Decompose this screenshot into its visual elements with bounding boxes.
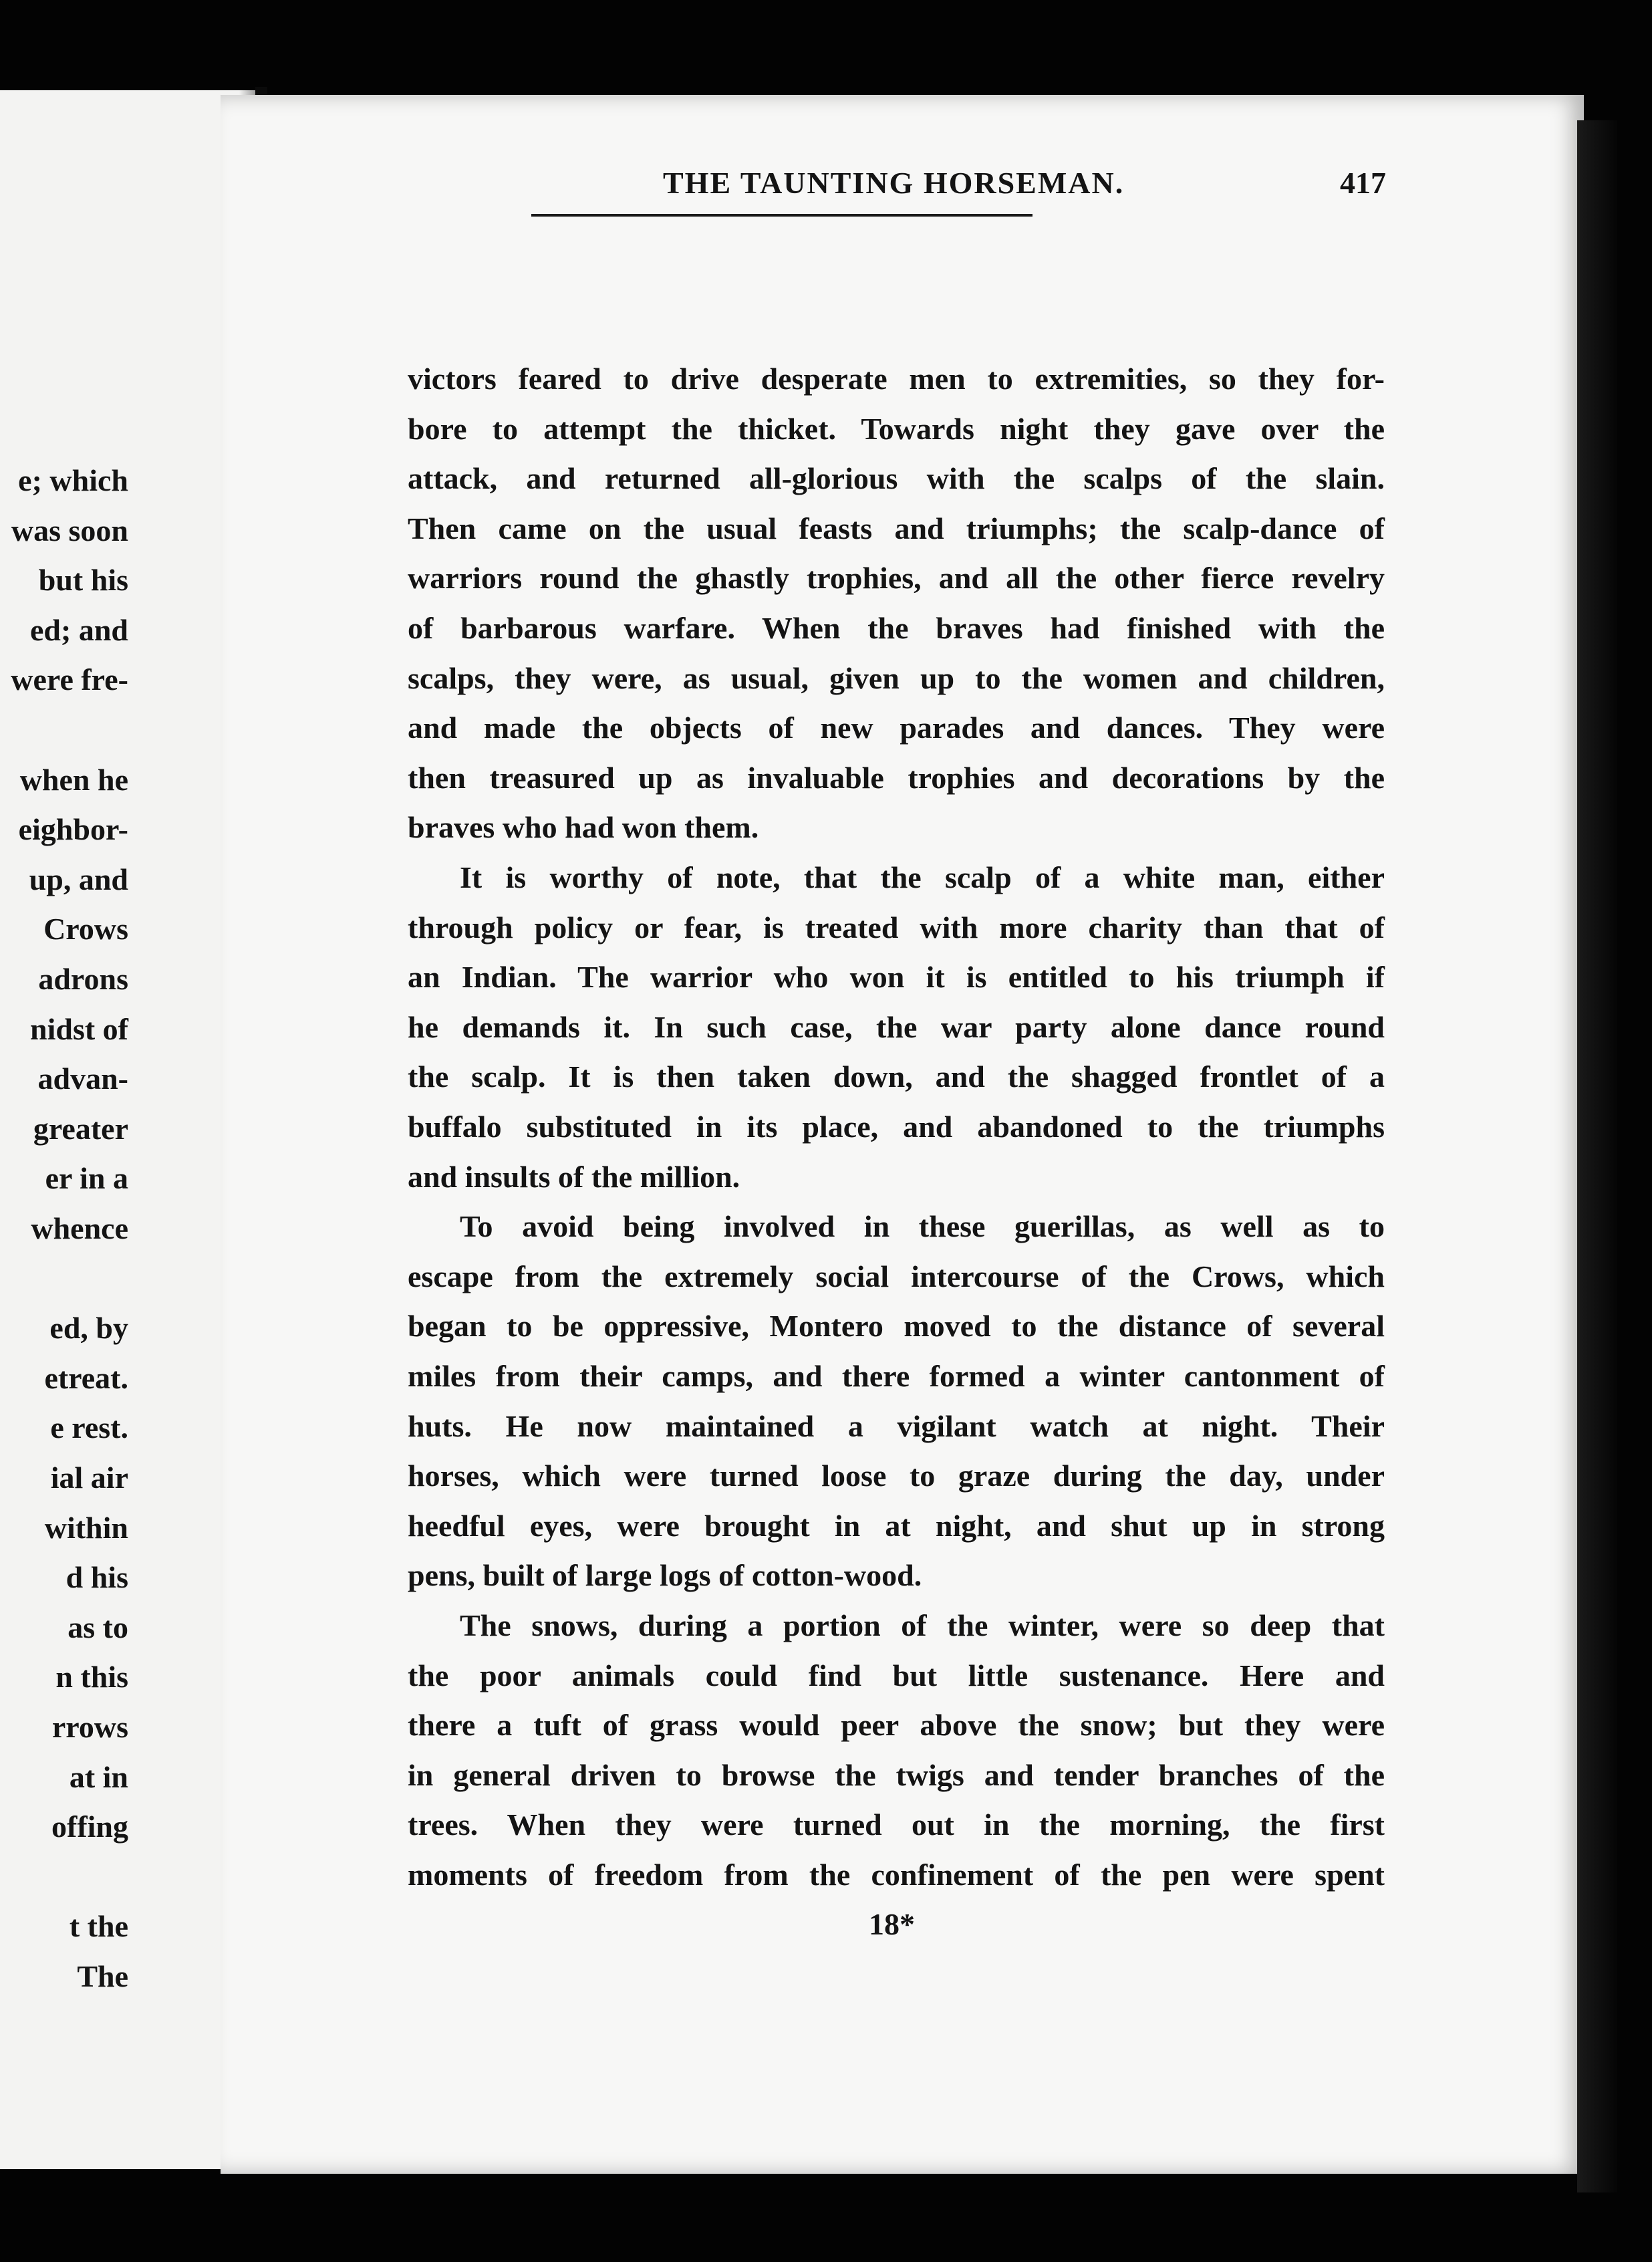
left-page-line-fragment: advan- xyxy=(37,1061,128,1096)
body-line: bore to attempt the thicket. Towards night they gave over the xyxy=(408,411,1385,446)
page-header xyxy=(187,165,1390,219)
body-line: of barbarous warfare. When the braves had finished with the xyxy=(408,611,1385,645)
left-page-line-fragment: rrows xyxy=(51,1710,128,1744)
body-line: warriors round the ghastly trophies, and all the other fierce revelry xyxy=(408,561,1385,596)
body-line: there a tuft of grass would peer above the snow; but they were xyxy=(408,1708,1385,1743)
body-line: escape from the extremely social intercourse of the Crows, which xyxy=(408,1259,1385,1293)
left-page-line-fragment: Crows xyxy=(43,912,128,947)
left-page-line-fragment: n this xyxy=(55,1660,128,1694)
left-page-line-fragment: as to xyxy=(67,1610,128,1644)
body-line: attack, and returned all-glorious with the scalps of the slain. xyxy=(408,461,1385,496)
body-line: pens, built of large logs of cotton-wood. xyxy=(408,1558,922,1593)
body-line: To avoid being involved in these guerillas, as well as to xyxy=(460,1209,1385,1244)
left-page-line-fragment: e; which xyxy=(18,463,128,497)
body-line: huts. He now maintained a vigilant watch at night. Their xyxy=(408,1408,1385,1443)
signature-mark: 18* xyxy=(869,1907,915,1941)
left-page-line-fragment: were fre- xyxy=(11,662,128,697)
body-line: heedful eyes, were brought in at night, and shut up in strong xyxy=(408,1508,1385,1543)
left-page-line-fragment: ed, by xyxy=(49,1311,128,1346)
body-line: victors feared to drive desperate men to extremities, so they for- xyxy=(408,362,1385,396)
left-page-line-fragment: whence xyxy=(31,1211,128,1245)
page-number: 417 xyxy=(1340,166,1386,200)
body-line: through policy or fear, is treated with more charity than that of xyxy=(408,910,1385,945)
body-line: and insults of the million. xyxy=(408,1159,740,1194)
body-line: horses, which were turned loose to graze during the day, under xyxy=(408,1459,1385,1493)
body-line: moments of freedom from the confinement of the pen were spent xyxy=(408,1858,1385,1892)
running-title: THE TAUNTING HORSEMAN. xyxy=(663,166,1125,200)
left-page-line-fragment: t the xyxy=(69,1909,128,1944)
left-page-line-fragment: but his xyxy=(38,563,128,598)
left-page-line-fragment: nidst of xyxy=(30,1011,128,1046)
body-line: he demands it. In such case, the war party alone dance round xyxy=(408,1009,1385,1044)
left-page-line-fragment: was soon xyxy=(11,513,128,547)
left-page-line-fragment: within xyxy=(44,1510,128,1545)
left-page-line-fragment: when he xyxy=(19,762,128,797)
left-page-line-fragment: eighbor- xyxy=(18,812,128,847)
body-line: buffalo substituted in its place, and abandoned to the triumphs xyxy=(408,1110,1385,1144)
body-line: in general driven to browse the twigs and tender branches of the xyxy=(408,1757,1385,1792)
body-line: an Indian. The warrior who won it is entitled to his triumph if xyxy=(408,960,1385,995)
left-page-line-fragment: adrons xyxy=(38,962,128,996)
body-line: began to be oppressive, Montero moved to the distance of several xyxy=(408,1309,1385,1344)
body-line: Then came on the usual feasts and triumphs; the scalp-dance of xyxy=(408,511,1385,545)
body-line: then treasured up as invaluable trophies and decorations by the xyxy=(408,760,1385,795)
left-facing-page xyxy=(0,90,255,2169)
body-line: the scalp. It is then taken down, and the shagged frontlet of a xyxy=(408,1059,1385,1094)
body-line: the poor animals could find but little sustenance. Here and xyxy=(408,1658,1385,1692)
body-line: trees. When they were turned out in the morning, the first xyxy=(408,1807,1385,1842)
left-page-line-fragment: up, and xyxy=(29,862,128,896)
left-page-line-fragment: e rest. xyxy=(50,1410,128,1445)
left-page-line-fragment: greater xyxy=(33,1111,128,1146)
left-page-line-fragment: er in a xyxy=(45,1161,128,1196)
body-line: The snows, during a portion of the winter, were so deep that xyxy=(460,1608,1385,1642)
left-page-line-fragment: ed; and xyxy=(30,612,128,647)
left-page-line-fragment: at in xyxy=(69,1759,128,1794)
body-line: scalps, they were, as usual, given up to the women and children, xyxy=(408,660,1385,695)
left-page-line-fragment: d his xyxy=(65,1560,128,1595)
left-page-line-fragment: etreat. xyxy=(44,1360,128,1395)
body-line: braves who had won them. xyxy=(408,810,759,845)
body-line: and made the objects of new parades and dances. They were xyxy=(408,711,1385,745)
right-page-edge-shadow xyxy=(1577,120,1617,2192)
left-page-line-fragment: The xyxy=(77,1959,128,1993)
left-page-line-fragment: ial air xyxy=(50,1461,128,1495)
left-page-line-fragment: offing xyxy=(51,1809,128,1844)
header-rule xyxy=(531,214,1032,217)
body-line: miles from their camps, and there formed a winter cantonment of xyxy=(408,1359,1385,1393)
body-line: It is worthy of note, that the scalp of a white man, either xyxy=(460,860,1385,894)
